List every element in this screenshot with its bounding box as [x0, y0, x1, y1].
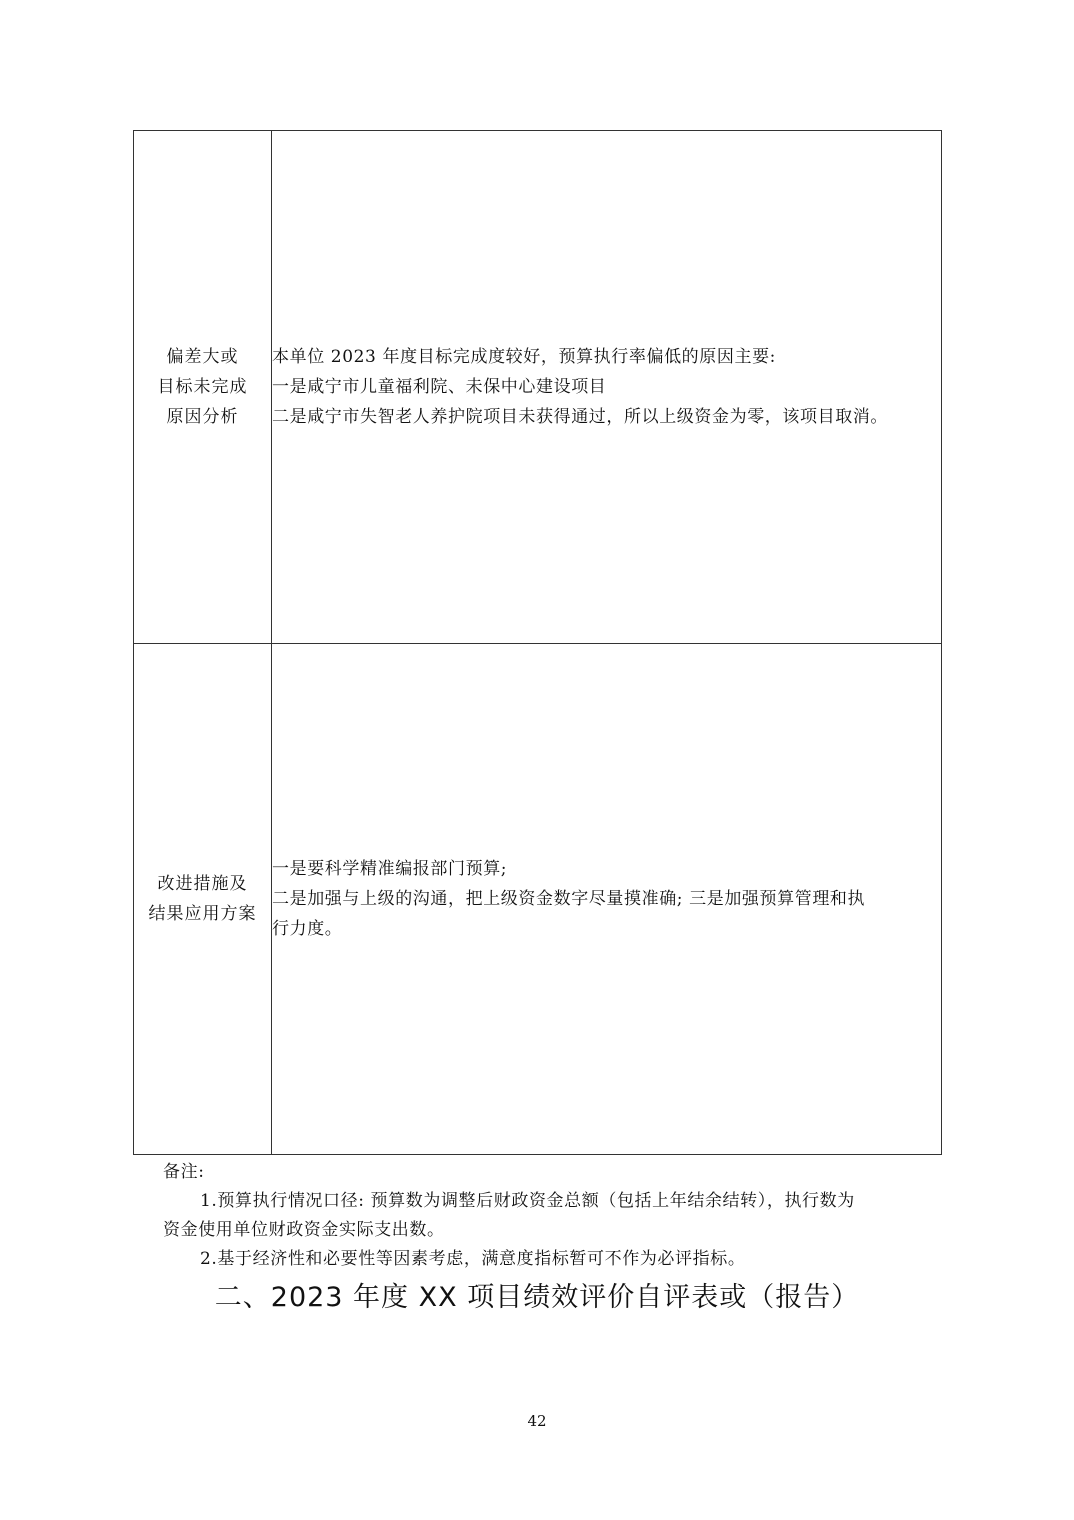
table-row-deviation-analysis — [134, 131, 942, 644]
evaluation-table — [133, 130, 942, 1155]
content-line: 二是加强与上级的沟通，把上级资金数字尽量摸准确; 三是加强预算管理和执 — [272, 889, 866, 909]
content-line: 行力度。 — [272, 919, 343, 939]
label-line: 目标未完成 — [157, 377, 248, 397]
content-line: 本单位 2023 年度目标完成度较好，预算执行率偏低的原因主要: — [272, 347, 776, 367]
row-label-improvement-measures — [134, 644, 272, 1155]
label-line: 改进措施及 — [157, 874, 248, 894]
content-line: 一是要科学精准编报部门预算; — [272, 859, 508, 879]
notes-heading: 备注: — [163, 1162, 205, 1182]
row-content-improvement-measures — [272, 644, 942, 1155]
note-item-1: 1.预算执行情况口径: 预算数为调整后财政资金总额（包括上年结余结转），执行数为 — [200, 1191, 855, 1211]
label-line: 偏差大或 — [166, 347, 239, 367]
notes-section — [133, 1158, 942, 1274]
note-item-2: 2.基于经济性和必要性等因素考虑，满意度指标暂可不作为必评指标。 — [200, 1249, 746, 1269]
label-line: 结果应用方案 — [148, 904, 257, 924]
section-title: 二、2023 年度 XX 项目绩效评价自评表或（报告） — [214, 1282, 860, 1313]
content-line: 一是咸宁市儿童福利院、未保中心建设项目 — [272, 377, 607, 397]
note-item-1-continuation: 资金使用单位财政资金实际支出数。 — [163, 1220, 445, 1240]
label-line: 原因分析 — [166, 407, 239, 427]
page-number: 42 — [527, 1412, 547, 1430]
content-line: 二是咸宁市失智老人养护院项目未获得通过，所以上级资金为零，该项目取消。 — [272, 407, 888, 427]
table-row-improvement-measures — [134, 644, 942, 1155]
row-label-deviation-analysis — [134, 131, 272, 644]
row-content-deviation-analysis — [272, 131, 942, 644]
